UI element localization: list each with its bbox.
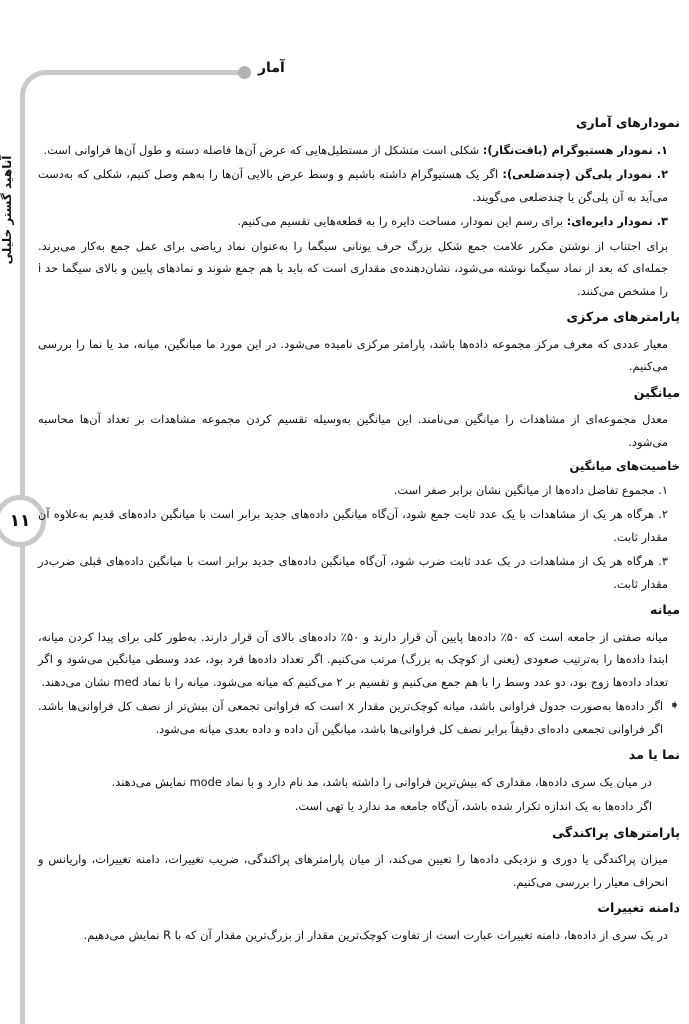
list-item (38, 139, 680, 162)
term: ۱. نمودار هستیوگرام (بافت‌نگار): (482, 142, 668, 157)
median-note-text: اگر داده‌ها به‌صورت جدول فراوانی باشد، میانه کوچک‌ترین مقدار x است که فراوانی تجمعی آن بیش‌تر از نصف کل فراوانی‌ها باشد. اگر فراوانی تجمعی داده‌ای دقیقاً برابر نصف کل فراوانی‌ها باشد، میانگین آن داده و داده بعدی میانه می‌شود. (38, 699, 664, 736)
page-number: ۱۱ (0, 495, 46, 547)
list-item (38, 210, 680, 233)
paragraph-mode-2: اگر داده‌ها به یک اندازه تکرار شده باشد، آن‌گاه جامعه مد ندارد یا تهی است. (294, 799, 652, 813)
paragraph-median: میانه صفتی از جامعه است که ۵۰٪ داده‌ها پایین آن قرار دارند و ۵۰٪ داده‌های بالای آن قرار دارند. به‌طور کلی برای پیدا کردن میانه، ابتدا داده‌ها را به‌ترتیب صعودی (یعنی از کوچک به بزرگ) مرتب می‌کنیم. اگر تعداد داده‌ها فرد بود، عدد وسطی میانگین می‌شود و اگر تعداد داده‌ها زوج بود، دو عدد وسط را با هم جمع می‌کنیم و تقسیم بر ۲ می‌کنیم که میانه می‌شود. میانه را با نماد med نشان می‌دهند. (38, 629, 668, 689)
median-note (38, 695, 680, 740)
header-rail-decoration (20, 70, 248, 110)
side-rail-decoration (20, 108, 25, 503)
paragraph-mean: معدل مجموعه‌ای از مشاهدات را میانگین می‌نامند. این میانگین به‌وسیله تقسیم کردن مجموعه مشاهدات بر تعداد آن‌ها محاسبه می‌شود. (38, 412, 668, 449)
term: ۲. نمودار پلی‌گن (چندضلعی): (502, 167, 669, 181)
section-title-mean: میانگین (633, 384, 680, 400)
side-rail-decoration-lower (20, 545, 25, 1024)
section-title-range: دامنه تغییرات (597, 900, 680, 915)
paragraph-sigma: برای اجتناب از نوشتن مکرر علامت جمع شکل بزرگ حرف یونانی سیگما را به‌عنوان نماد ریاضی برای عمل جمع به‌کار می‌برند. جمله‌ای که بعد از نماد سیگما نوشته می‌شود، نشان‌دهنده‌ی مقداری است که باید با هم جمع شوند و نمادهای پایین و بالای سیگما حد i را مشخص می‌کنند. (38, 238, 668, 298)
list-item: ۳. هرگاه هر یک از مشاهدات در یک عدد ثابت ضرب شود، آن‌گاه میانگین داده‌های جدید برابر است با میانگین داده‌های قبلی ضرب‌در مقدار ثابت. (38, 554, 668, 591)
section-title-median: میانه (649, 602, 680, 617)
definition: برای رسم این نمودار، مساحت دایره را به قطعه‌هایی تقسیم می‌کنیم. (237, 214, 567, 228)
list-item: ۲. هرگاه هر یک از مشاهدات با یک عدد ثابت جمع شود، آن‌گاه میانگین داده‌های جدید برابر است با میانگین داده‌های قدیم به‌علاوه آن مقدار ثابت. (38, 507, 668, 544)
rail-end-dot (238, 66, 251, 79)
side-book-title: آناهید گستر خلیلی (0, 155, 14, 265)
list-item (38, 163, 680, 208)
subsection-title-mean-properties: خاصیت‌های میانگین (569, 459, 680, 473)
paragraph-range: در یک سری از داده‌ها، دامنه تغییرات عبارت است از تفاوت کوچک‌ترین مقدار از بزرگ‌ترین مقدار آن که با R نمایش می‌دهیم. (83, 927, 668, 942)
paragraph-mode-1: در میان یک سری داده‌ها، مقداری که بیش‌ترین فراوانی را داشته باشد، مد نام دارد و با نماد mode نمایش می‌دهند. (111, 774, 652, 789)
list-item: ۱. مجموع تفاضل داده‌ها از میانگین نشان برابر صفر است. (393, 482, 668, 497)
paragraph-central: معیار عددی که معرف مرکز مجموعه داده‌ها باشد، پارامتر مرکزی نامیده می‌شود. در این مورد ما میانگین، میانه، مد یا نما را بررسی می‌کنیم. (38, 336, 668, 373)
definition: اگر یک هستیوگرام داشته باشیم و وسط عرض بالایی آن‌ها را به‌هم وصل کنیم، شکلی که به‌دست می‌آید به آن پلی‌گن یا چندضلعی می‌گویند. (38, 167, 668, 204)
pointer-icon: ➧ (669, 698, 680, 713)
paragraph-dispersion: میزان پراکندگی یا دوری و نزدیکی داده‌ها را تعیین می‌کند، از میان پارامترهای پراکندگی، ضریب تغییرات، دامنه تغییرات، واریانس و انحراف معیار را بررسی می‌کنیم. (38, 852, 668, 889)
definition: شکلی است متشکل از مستطیل‌هایی که عرض آن‌ها فاصله دسته و طول آن‌ها فراوانی است. (43, 142, 483, 157)
term: ۳. نمودار دایره‌ای: (566, 214, 668, 228)
page-header-title: آمار (258, 60, 285, 76)
section-title-mode: نما یا مد (628, 747, 680, 762)
section-title-charts: نمودارهای آماری (575, 115, 680, 130)
section-title-central: پارامترهای مرکزی (566, 309, 680, 324)
section-title-dispersion: پارامترهای پراکندگی (552, 824, 680, 840)
page-body (38, 108, 680, 948)
